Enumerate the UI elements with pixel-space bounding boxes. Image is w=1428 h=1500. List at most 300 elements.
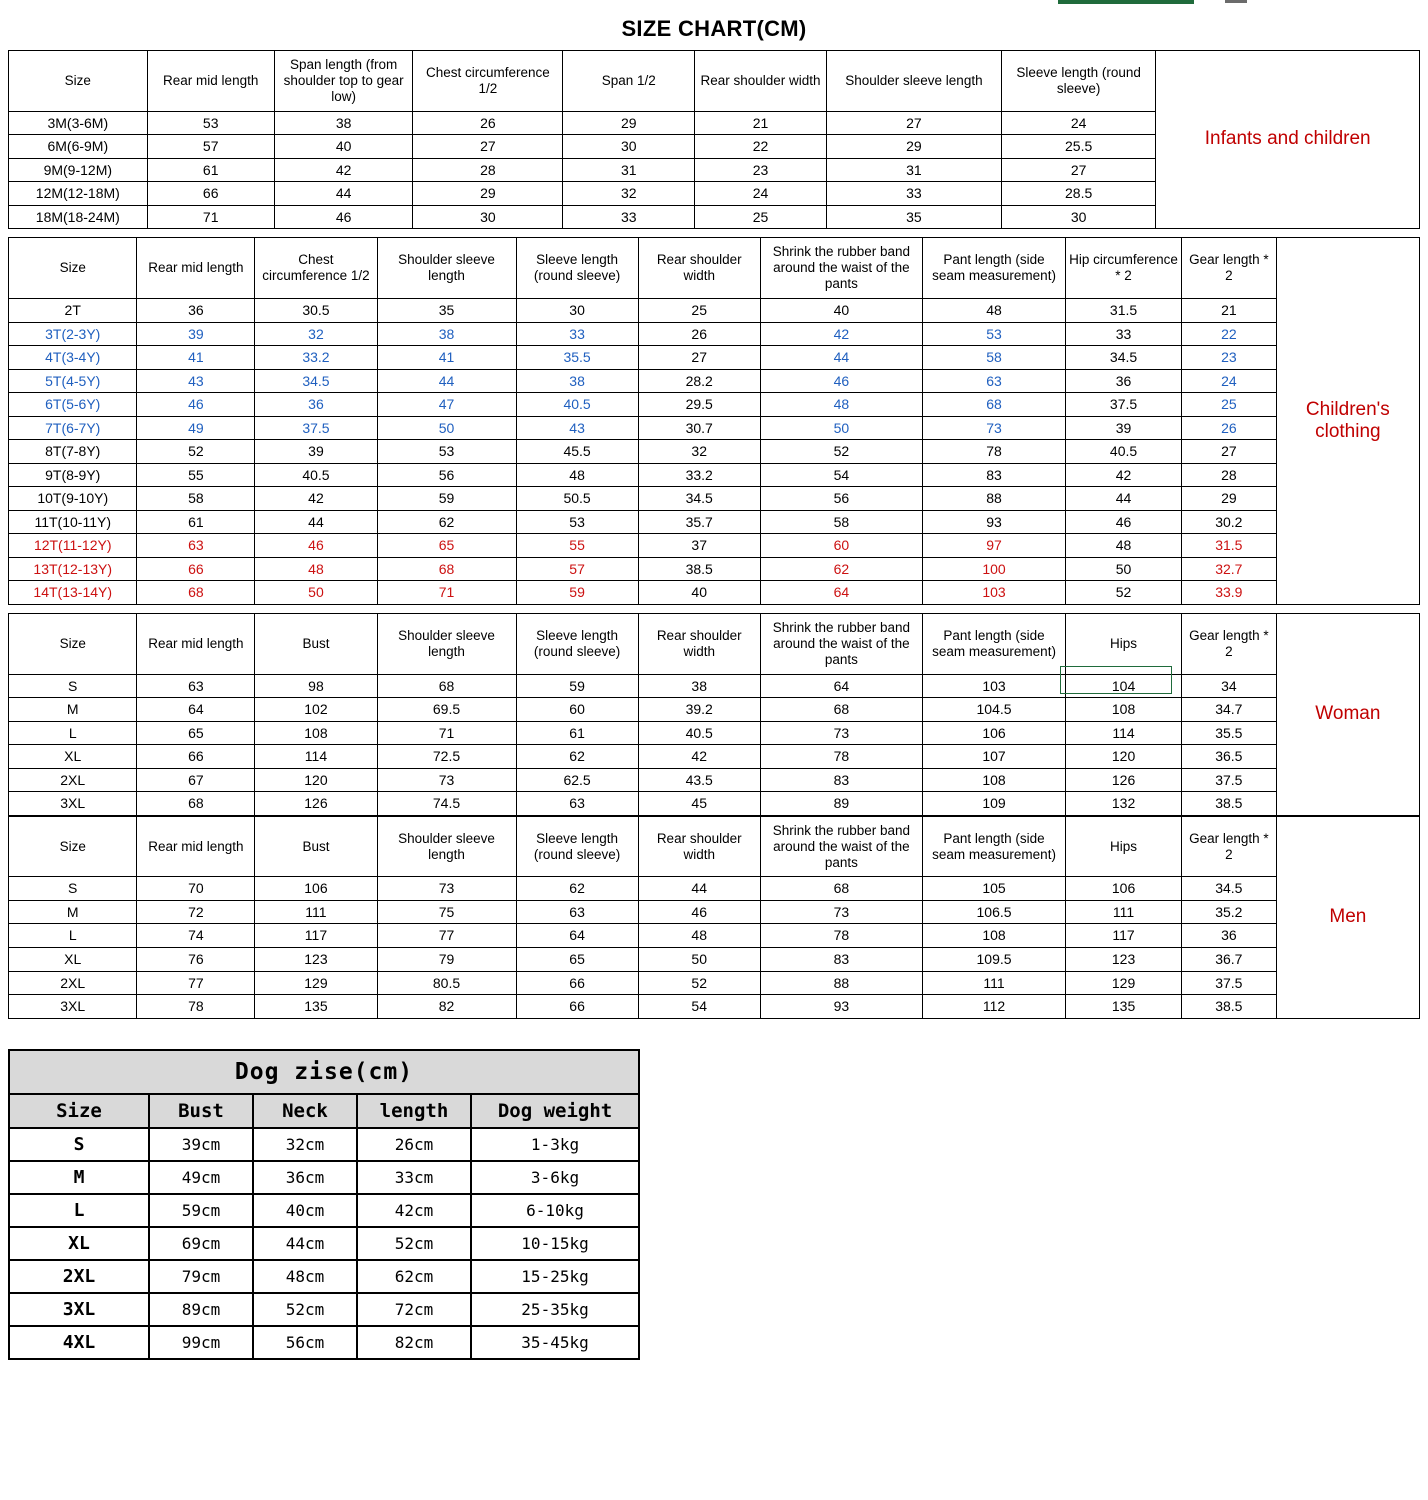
column-header-9: Gear length * 2 xyxy=(1181,816,1276,877)
value-cell: 38.5 xyxy=(1181,995,1276,1019)
value-cell: 42 xyxy=(1066,463,1182,487)
column-header-4: Sleeve length (round sleeve) xyxy=(516,238,638,299)
value-cell: 79 xyxy=(377,947,516,971)
value-cell: 68 xyxy=(922,393,1065,417)
dog-size-cell: XL xyxy=(9,1227,149,1260)
dog-value-cell: 3-6kg xyxy=(471,1161,639,1194)
size-cell: S xyxy=(9,877,137,901)
value-cell: 75 xyxy=(377,900,516,924)
group-label: Children's clothing xyxy=(1276,238,1419,604)
value-cell: 23 xyxy=(695,158,827,182)
size-cell: 2XL xyxy=(9,768,137,792)
value-cell: 71 xyxy=(147,205,274,229)
column-header-3: Chest circumference 1/2 xyxy=(413,51,563,112)
woman-size-table xyxy=(8,613,1420,816)
size-cell: 5T(4-5Y) xyxy=(9,369,137,393)
size-cell: L xyxy=(9,924,137,948)
value-cell: 104.5 xyxy=(922,698,1065,722)
value-cell: 73 xyxy=(377,877,516,901)
value-cell: 44 xyxy=(638,877,760,901)
value-cell: 44 xyxy=(255,510,377,534)
value-cell: 108 xyxy=(255,721,377,745)
dog-table-wrap xyxy=(8,1049,638,1360)
value-cell: 47 xyxy=(377,393,516,417)
value-cell: 28 xyxy=(1181,463,1276,487)
value-cell: 40.5 xyxy=(516,393,638,417)
dog-value-cell: 1-3kg xyxy=(471,1128,639,1161)
column-header-2: Span length (from shoulder top to gear low) xyxy=(274,51,413,112)
value-cell: 46 xyxy=(137,393,255,417)
value-cell: 63 xyxy=(516,900,638,924)
value-cell: 46 xyxy=(255,534,377,558)
dog-value-cell: 33cm xyxy=(357,1161,471,1194)
value-cell: 27 xyxy=(826,111,1001,135)
column-header-6: Shrink the rubber band around the waist of the pants xyxy=(760,613,922,674)
column-header-5: Rear shoulder width xyxy=(638,238,760,299)
dog-size-table xyxy=(8,1049,640,1360)
table-row xyxy=(9,369,1420,393)
dog-value-cell: 79cm xyxy=(149,1260,253,1293)
value-cell: 73 xyxy=(760,721,922,745)
value-cell: 38.5 xyxy=(1181,792,1276,816)
value-cell: 22 xyxy=(695,135,827,159)
column-header-5: Rear shoulder width xyxy=(695,51,827,112)
value-cell: 72 xyxy=(137,900,255,924)
value-cell: 117 xyxy=(1066,924,1182,948)
table-row xyxy=(9,924,1420,948)
dog-value-cell: 25-35kg xyxy=(471,1293,639,1326)
value-cell: 111 xyxy=(255,900,377,924)
value-cell: 32 xyxy=(638,440,760,464)
value-cell: 32.7 xyxy=(1181,557,1276,581)
size-cell: XL xyxy=(9,947,137,971)
dog-table-row xyxy=(9,1260,639,1293)
dog-size-cell: S xyxy=(9,1128,149,1161)
column-header-1: Rear mid length xyxy=(137,816,255,877)
value-cell: 109 xyxy=(922,792,1065,816)
size-cell: 9M(9-12M) xyxy=(9,158,148,182)
value-cell: 35.5 xyxy=(1181,721,1276,745)
value-cell: 71 xyxy=(377,581,516,605)
value-cell: 27 xyxy=(1181,440,1276,464)
value-cell: 29 xyxy=(826,135,1001,159)
size-cell: 18M(18-24M) xyxy=(9,205,148,229)
value-cell: 35.5 xyxy=(516,346,638,370)
table-row xyxy=(9,322,1420,346)
value-cell: 50 xyxy=(760,416,922,440)
dog-value-cell: 40cm xyxy=(253,1194,357,1227)
value-cell: 28.2 xyxy=(638,369,760,393)
dog-value-cell: 26cm xyxy=(357,1128,471,1161)
column-header-1: Rear mid length xyxy=(147,51,274,112)
value-cell: 36.5 xyxy=(1181,745,1276,769)
dog-header-row xyxy=(9,1094,639,1128)
value-cell: 109.5 xyxy=(922,947,1065,971)
value-cell: 42 xyxy=(760,322,922,346)
size-cell: 3T(2-3Y) xyxy=(9,322,137,346)
value-cell: 48 xyxy=(638,924,760,948)
column-header-7: Pant length (side seam measurement) xyxy=(922,613,1065,674)
value-cell: 44 xyxy=(274,182,413,206)
value-cell: 36 xyxy=(1181,924,1276,948)
value-cell: 21 xyxy=(695,111,827,135)
value-cell: 70 xyxy=(137,877,255,901)
size-cell: 4T(3-4Y) xyxy=(9,346,137,370)
value-cell: 126 xyxy=(255,792,377,816)
column-header-9: Gear length * 2 xyxy=(1181,238,1276,299)
table-row xyxy=(9,510,1420,534)
value-cell: 35 xyxy=(826,205,1001,229)
value-cell: 36 xyxy=(1066,369,1182,393)
dog-value-cell: 62cm xyxy=(357,1260,471,1293)
table-row xyxy=(9,557,1420,581)
value-cell: 61 xyxy=(516,721,638,745)
value-cell: 68 xyxy=(377,674,516,698)
value-cell: 31 xyxy=(563,158,695,182)
group-label: Men xyxy=(1276,816,1419,1018)
value-cell: 34.5 xyxy=(1181,877,1276,901)
top-accent-bar xyxy=(1058,0,1194,4)
size-cell: 7T(6-7Y) xyxy=(9,416,137,440)
value-cell: 27 xyxy=(638,346,760,370)
value-cell: 50 xyxy=(638,947,760,971)
value-cell: 34.5 xyxy=(255,369,377,393)
value-cell: 73 xyxy=(922,416,1065,440)
value-cell: 64 xyxy=(137,698,255,722)
dog-value-cell: 32cm xyxy=(253,1128,357,1161)
dog-table-row xyxy=(9,1293,639,1326)
men-table-wrap xyxy=(8,816,1420,1019)
table-header-row xyxy=(9,238,1420,299)
value-cell: 22 xyxy=(1181,322,1276,346)
size-cell: 2XL xyxy=(9,971,137,995)
value-cell: 32 xyxy=(563,182,695,206)
value-cell: 42 xyxy=(255,487,377,511)
value-cell: 129 xyxy=(255,971,377,995)
dog-table-row xyxy=(9,1326,639,1359)
dog-value-cell: 42cm xyxy=(357,1194,471,1227)
size-cell: S xyxy=(9,674,137,698)
value-cell: 66 xyxy=(516,971,638,995)
value-cell: 33.2 xyxy=(255,346,377,370)
value-cell: 80.5 xyxy=(377,971,516,995)
value-cell: 93 xyxy=(760,995,922,1019)
value-cell: 23 xyxy=(1181,346,1276,370)
size-cell: XL xyxy=(9,745,137,769)
value-cell: 83 xyxy=(760,768,922,792)
value-cell: 66 xyxy=(516,995,638,1019)
column-header-8: Hip circumference * 2 xyxy=(1066,238,1182,299)
value-cell: 93 xyxy=(922,510,1065,534)
table-row xyxy=(9,534,1420,558)
value-cell: 62.5 xyxy=(516,768,638,792)
value-cell: 58 xyxy=(760,510,922,534)
dog-value-cell: 6-10kg xyxy=(471,1194,639,1227)
size-cell: 6T(5-6Y) xyxy=(9,393,137,417)
column-header-2: Bust xyxy=(255,816,377,877)
value-cell: 135 xyxy=(1066,995,1182,1019)
value-cell: 114 xyxy=(255,745,377,769)
dog-column-header-4: Dog weight xyxy=(471,1094,639,1128)
value-cell: 48 xyxy=(516,463,638,487)
value-cell: 132 xyxy=(1066,792,1182,816)
value-cell: 37.5 xyxy=(1066,393,1182,417)
value-cell: 63 xyxy=(137,674,255,698)
column-header-4: Sleeve length (round sleeve) xyxy=(516,613,638,674)
table-row xyxy=(9,768,1420,792)
value-cell: 106 xyxy=(255,877,377,901)
size-cell: 11T(10-11Y) xyxy=(9,510,137,534)
value-cell: 27 xyxy=(1001,158,1156,182)
table-row xyxy=(9,947,1420,971)
dog-value-cell: 10-15kg xyxy=(471,1227,639,1260)
value-cell: 24 xyxy=(1181,369,1276,393)
dog-table-caption: Dog zise(cm) xyxy=(9,1050,639,1094)
table-row xyxy=(9,721,1420,745)
value-cell: 36 xyxy=(137,299,255,323)
value-cell: 30 xyxy=(516,299,638,323)
dog-value-cell: 56cm xyxy=(253,1326,357,1359)
value-cell: 33.9 xyxy=(1181,581,1276,605)
group-label: Infants and children xyxy=(1156,51,1420,229)
column-header-8: Hips xyxy=(1066,816,1182,877)
table-row xyxy=(9,877,1420,901)
value-cell: 46 xyxy=(274,205,413,229)
value-cell: 68 xyxy=(137,581,255,605)
value-cell: 37.5 xyxy=(255,416,377,440)
value-cell: 64 xyxy=(516,924,638,948)
value-cell: 33 xyxy=(826,182,1001,206)
value-cell: 53 xyxy=(922,322,1065,346)
dog-column-header-0: Size xyxy=(9,1094,149,1128)
column-header-9: Gear length * 2 xyxy=(1181,613,1276,674)
value-cell: 42 xyxy=(274,158,413,182)
value-cell: 64 xyxy=(760,581,922,605)
value-cell: 123 xyxy=(1066,947,1182,971)
value-cell: 28.5 xyxy=(1001,182,1156,206)
size-cell: M xyxy=(9,900,137,924)
value-cell: 120 xyxy=(1066,745,1182,769)
value-cell: 52 xyxy=(760,440,922,464)
dog-size-cell: 4XL xyxy=(9,1326,149,1359)
value-cell: 35.2 xyxy=(1181,900,1276,924)
value-cell: 29 xyxy=(413,182,563,206)
value-cell: 129 xyxy=(1066,971,1182,995)
value-cell: 25 xyxy=(695,205,827,229)
value-cell: 53 xyxy=(516,510,638,534)
column-header-0: Size xyxy=(9,51,148,112)
value-cell: 45.5 xyxy=(516,440,638,464)
value-cell: 50 xyxy=(1066,557,1182,581)
value-cell: 68 xyxy=(760,877,922,901)
value-cell: 42 xyxy=(638,745,760,769)
size-cell: 6M(6-9M) xyxy=(9,135,148,159)
value-cell: 39 xyxy=(255,440,377,464)
value-cell: 55 xyxy=(516,534,638,558)
value-cell: 40 xyxy=(274,135,413,159)
table-row xyxy=(9,971,1420,995)
dog-value-cell: 72cm xyxy=(357,1293,471,1326)
value-cell: 41 xyxy=(377,346,516,370)
value-cell: 43 xyxy=(516,416,638,440)
table-header-row xyxy=(9,816,1420,877)
value-cell: 26 xyxy=(638,322,760,346)
column-header-5: Rear shoulder width xyxy=(638,816,760,877)
value-cell: 30 xyxy=(1001,205,1156,229)
value-cell: 65 xyxy=(377,534,516,558)
table-row xyxy=(9,416,1420,440)
value-cell: 89 xyxy=(760,792,922,816)
value-cell: 73 xyxy=(377,768,516,792)
value-cell: 62 xyxy=(760,557,922,581)
column-header-1: Rear mid length xyxy=(137,238,255,299)
dog-column-header-3: length xyxy=(357,1094,471,1128)
value-cell: 60 xyxy=(760,534,922,558)
value-cell: 30 xyxy=(563,135,695,159)
column-header-4: Span 1/2 xyxy=(563,51,695,112)
dog-size-cell: 2XL xyxy=(9,1260,149,1293)
value-cell: 61 xyxy=(137,510,255,534)
value-cell: 39.2 xyxy=(638,698,760,722)
value-cell: 48 xyxy=(255,557,377,581)
column-header-7: Sleeve length (round sleeve) xyxy=(1001,51,1156,112)
value-cell: 83 xyxy=(760,947,922,971)
size-cell: 3M(3-6M) xyxy=(9,111,148,135)
value-cell: 26 xyxy=(1181,416,1276,440)
value-cell: 123 xyxy=(255,947,377,971)
column-header-0: Size xyxy=(9,238,137,299)
table-row xyxy=(9,463,1420,487)
column-header-5: Rear shoulder width xyxy=(638,613,760,674)
table-row xyxy=(9,440,1420,464)
dog-caption-row xyxy=(9,1050,639,1094)
value-cell: 78 xyxy=(760,924,922,948)
size-cell: M xyxy=(9,698,137,722)
table-header-row xyxy=(9,613,1420,674)
value-cell: 63 xyxy=(516,792,638,816)
infants-table-wrap xyxy=(8,50,1420,229)
value-cell: 40.5 xyxy=(638,721,760,745)
column-header-0: Size xyxy=(9,816,137,877)
value-cell: 38.5 xyxy=(638,557,760,581)
value-cell: 34.5 xyxy=(638,487,760,511)
value-cell: 135 xyxy=(255,995,377,1019)
value-cell: 78 xyxy=(760,745,922,769)
value-cell: 59 xyxy=(516,674,638,698)
size-cell: 2T xyxy=(9,299,137,323)
value-cell: 62 xyxy=(377,510,516,534)
value-cell: 88 xyxy=(760,971,922,995)
value-cell: 52 xyxy=(137,440,255,464)
value-cell: 26 xyxy=(413,111,563,135)
value-cell: 37 xyxy=(638,534,760,558)
table-header-row xyxy=(9,51,1420,112)
value-cell: 43.5 xyxy=(638,768,760,792)
value-cell: 59 xyxy=(377,487,516,511)
value-cell: 97 xyxy=(922,534,1065,558)
value-cell: 54 xyxy=(638,995,760,1019)
size-cell: L xyxy=(9,721,137,745)
value-cell: 37.5 xyxy=(1181,768,1276,792)
value-cell: 72.5 xyxy=(377,745,516,769)
dog-value-cell: 52cm xyxy=(357,1227,471,1260)
value-cell: 68 xyxy=(760,698,922,722)
value-cell: 57 xyxy=(516,557,638,581)
woman-table-wrap xyxy=(8,613,1420,816)
column-header-6: Shrink the rubber band around the waist of the pants xyxy=(760,238,922,299)
value-cell: 44 xyxy=(377,369,516,393)
column-header-7: Pant length (side seam measurement) xyxy=(922,238,1065,299)
dog-column-header-2: Neck xyxy=(253,1094,357,1128)
size-cell: 3XL xyxy=(9,792,137,816)
dog-size-cell: L xyxy=(9,1194,149,1227)
size-cell: 14T(13-14Y) xyxy=(9,581,137,605)
value-cell: 58 xyxy=(137,487,255,511)
value-cell: 24 xyxy=(1001,111,1156,135)
value-cell: 111 xyxy=(922,971,1065,995)
table-row xyxy=(9,745,1420,769)
value-cell: 43 xyxy=(137,369,255,393)
value-cell: 107 xyxy=(922,745,1065,769)
value-cell: 21 xyxy=(1181,299,1276,323)
dog-table-row xyxy=(9,1128,639,1161)
value-cell: 77 xyxy=(377,924,516,948)
infants-size-table xyxy=(8,50,1420,229)
value-cell: 61 xyxy=(147,158,274,182)
value-cell: 30.2 xyxy=(1181,510,1276,534)
value-cell: 33 xyxy=(1066,322,1182,346)
size-cell: 12T(11-12Y) xyxy=(9,534,137,558)
value-cell: 88 xyxy=(922,487,1065,511)
value-cell: 103 xyxy=(922,581,1065,605)
table-row xyxy=(9,792,1420,816)
size-cell: 10T(9-10Y) xyxy=(9,487,137,511)
value-cell: 44 xyxy=(1066,487,1182,511)
value-cell: 38 xyxy=(274,111,413,135)
value-cell: 50.5 xyxy=(516,487,638,511)
value-cell: 68 xyxy=(377,557,516,581)
value-cell: 105 xyxy=(922,877,1065,901)
dog-value-cell: 48cm xyxy=(253,1260,357,1293)
value-cell: 108 xyxy=(1066,698,1182,722)
dog-size-cell: 3XL xyxy=(9,1293,149,1326)
value-cell: 126 xyxy=(1066,768,1182,792)
value-cell: 68 xyxy=(137,792,255,816)
value-cell: 108 xyxy=(922,768,1065,792)
value-cell: 25 xyxy=(638,299,760,323)
value-cell: 33 xyxy=(563,205,695,229)
column-header-6: Shoulder sleeve length xyxy=(826,51,1001,112)
men-size-table xyxy=(8,816,1420,1019)
table-row xyxy=(9,698,1420,722)
value-cell: 48 xyxy=(922,299,1065,323)
column-header-8: Hips xyxy=(1066,613,1182,674)
value-cell: 35 xyxy=(377,299,516,323)
value-cell: 29.5 xyxy=(638,393,760,417)
dog-value-cell: 59cm xyxy=(149,1194,253,1227)
dog-value-cell: 82cm xyxy=(357,1326,471,1359)
table-row xyxy=(9,674,1420,698)
value-cell: 78 xyxy=(922,440,1065,464)
value-cell: 67 xyxy=(137,768,255,792)
dog-table-row xyxy=(9,1194,639,1227)
value-cell: 82 xyxy=(377,995,516,1019)
value-cell: 50 xyxy=(377,416,516,440)
dog-value-cell: 39cm xyxy=(149,1128,253,1161)
dog-value-cell: 99cm xyxy=(149,1326,253,1359)
value-cell: 66 xyxy=(137,745,255,769)
value-cell: 35.7 xyxy=(638,510,760,534)
